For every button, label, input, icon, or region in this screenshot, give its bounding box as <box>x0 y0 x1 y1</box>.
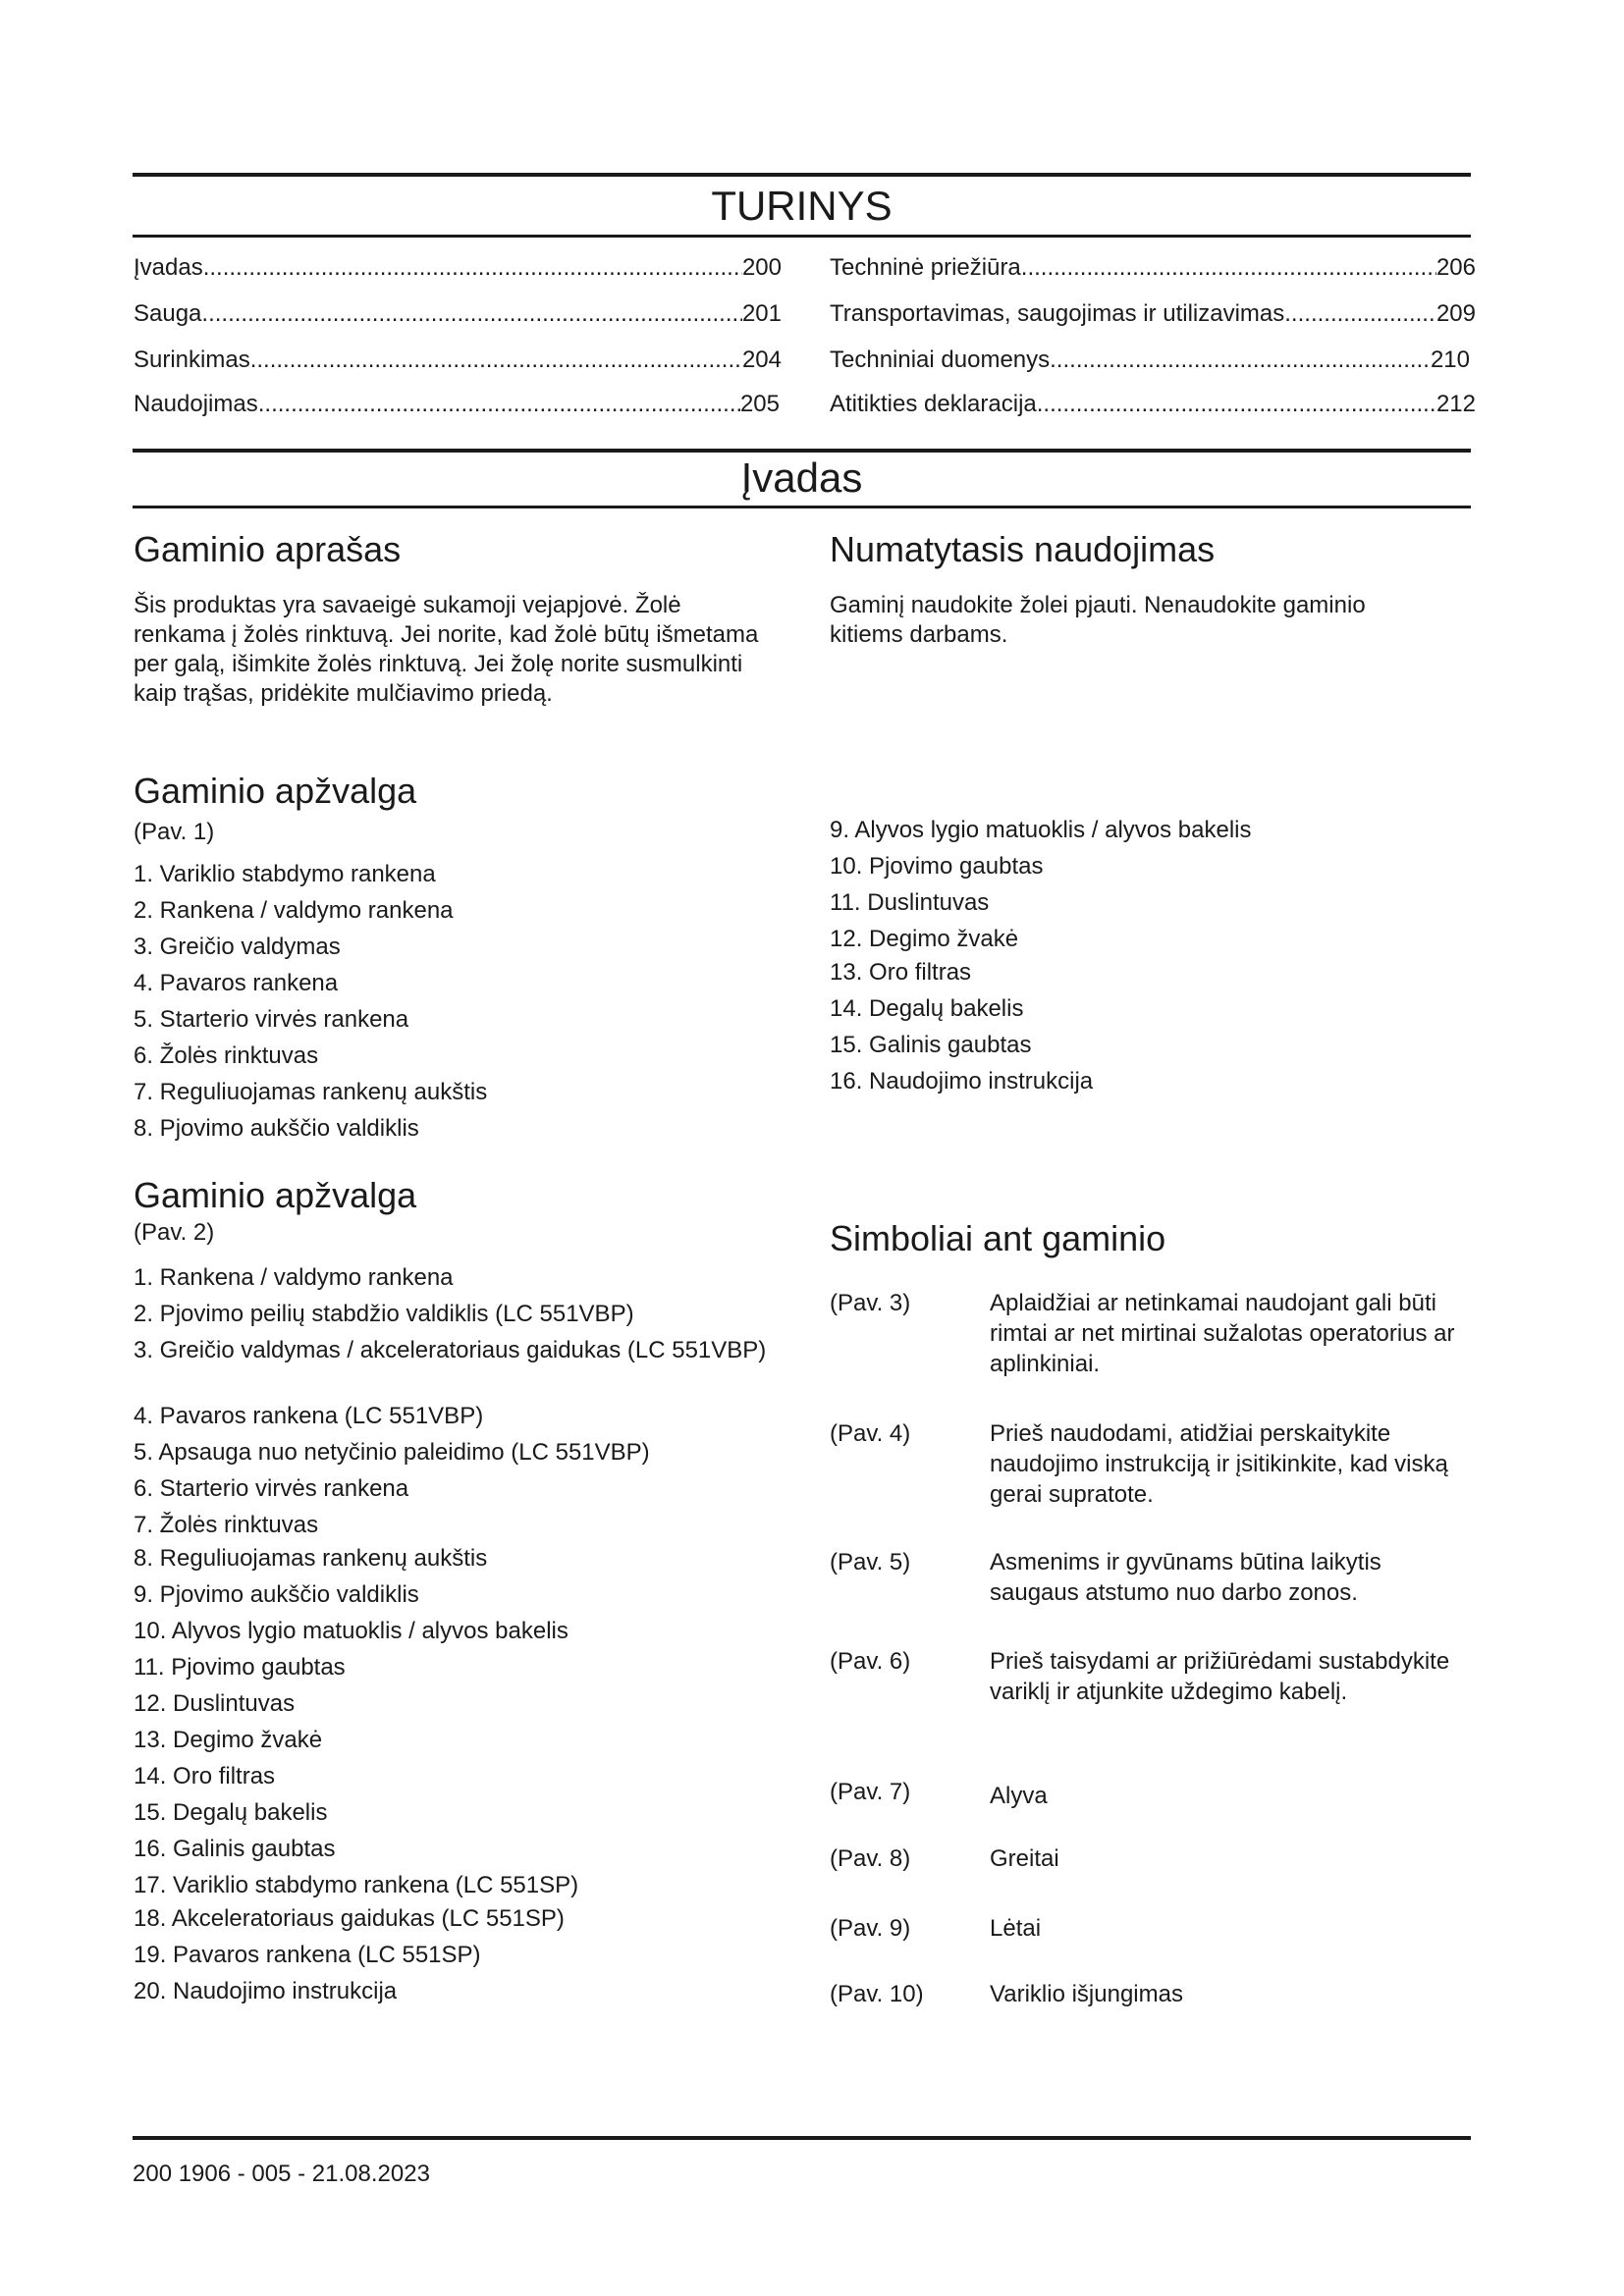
list-item: 1. Rankena / valdymo rankena <box>134 1264 454 1291</box>
toc-entry-label: Surinkimas <box>134 347 250 373</box>
footer-doc-id: 200 1906 - 005 - 21.08.2023 <box>133 2161 430 2187</box>
list-item: 6. Starterio virvės rankena <box>134 1475 409 1502</box>
toc-entry[interactable] <box>134 299 782 329</box>
footer-rule <box>133 2136 1471 2140</box>
list-item: 3. Greičio valdymas <box>134 934 341 960</box>
toc-leader <box>203 253 742 283</box>
list-item: 13. Degimo žvakė <box>134 1727 323 1753</box>
toc-leader <box>1284 299 1436 329</box>
list-item: 2. Pjovimo peilių stabdžio valdiklis (LC 551VBP) <box>134 1301 634 1327</box>
intended-use-heading: Numatytasis naudojimas <box>830 529 1216 569</box>
symbol-fig-ref: (Pav. 3) <box>830 1290 911 1316</box>
toc-entry-label: Atitikties deklaracija <box>830 391 1037 417</box>
symbol-fig-ref: (Pav. 6) <box>830 1648 911 1675</box>
list-item: 10. Pjovimo gaubtas <box>830 853 1044 880</box>
toc-leader <box>250 346 742 375</box>
symbol-fig-ref: (Pav. 9) <box>830 1915 911 1942</box>
overview1-list-left <box>134 860 487 1150</box>
symbol-description: Alyva <box>990 1783 1048 1809</box>
overview2-heading: Gaminio apžvalga <box>134 1175 417 1215</box>
toc-entry-label: Techninė priežiūra <box>830 254 1021 281</box>
toc-entry-label: Techniniai duomenys <box>830 347 1051 373</box>
list-item: 1. Variklio stabdymo rankena <box>134 861 436 887</box>
overview1-list-right <box>830 816 1252 1103</box>
symbol-fig-ref: (Pav. 7) <box>830 1779 911 1805</box>
list-item: 20. Naudojimo instrukcija <box>134 1978 398 2004</box>
symbol-description: Prieš naudodami, atidžiai perskaitykite naudojimo instrukciją ir įsitikinkite, kad viską gerai supratote. <box>990 1420 1448 1508</box>
list-item: 10. Alyvos lygio matuoklis / alyvos bakelis <box>134 1618 568 1644</box>
list-item: 19. Pavaros rankena (LC 551SP) <box>134 1942 481 1968</box>
section-title-rule <box>133 506 1471 508</box>
list-item: 8. Reguliuojamas rankenų aukštis <box>134 1545 488 1572</box>
toc-entry-page: 204 <box>741 347 782 373</box>
list-item: 11. Duslintuvas <box>830 889 990 916</box>
toc-entry-label: Įvadas <box>134 254 203 281</box>
list-item: 7. Reguliuojamas rankenų aukštis <box>134 1079 488 1105</box>
symbol-description: Variklio išjungimas <box>990 1981 1183 2007</box>
list-item: 6. Žolės rinktuvas <box>134 1042 319 1069</box>
toc-entry[interactable] <box>830 299 1476 329</box>
list-item: 8. Pjovimo aukščio valdiklis <box>134 1115 419 1142</box>
list-item: 15. Galinis gaubtas <box>830 1032 1032 1058</box>
symbol-description: Prieš taisydami ar prižiūrėdami sustabdykite variklį ir atjunkite uždegimo kabelį. <box>990 1648 1450 1705</box>
section-title: Įvadas <box>740 454 863 501</box>
symbol-fig-ref: (Pav. 4) <box>830 1420 911 1447</box>
toc-entry-page: 209 <box>1435 300 1476 327</box>
overview2-fig-ref: (Pav. 2) <box>134 1219 215 1246</box>
toc-entry-page: 210 <box>1430 347 1470 373</box>
list-item: 4. Pavaros rankena <box>134 970 339 996</box>
list-item: 15. Degalų bakelis <box>134 1799 328 1826</box>
toc-leader <box>1021 253 1436 283</box>
toc-entry-label: Transportavimas, saugojimas ir utilizavimas <box>830 300 1285 327</box>
list-item: 18. Akceleratoriaus gaidukas (LC 551SP) <box>134 1905 565 1932</box>
list-item: 5. Starterio virvės rankena <box>134 1006 409 1033</box>
toc-leader <box>201 299 742 329</box>
list-item: 13. Oro filtras <box>830 959 972 986</box>
toc-entry[interactable] <box>134 253 782 283</box>
list-item: 17. Variklio stabdymo rankena (LC 551SP) <box>134 1872 579 1898</box>
overview2-list <box>134 1263 767 2013</box>
overview1-fig-ref: (Pav. 1) <box>134 819 215 845</box>
toc-leader <box>258 390 740 419</box>
symbol-description: Lėtai <box>990 1915 1042 1942</box>
list-item: 9. Pjovimo aukščio valdiklis <box>134 1581 419 1608</box>
toc-entry[interactable] <box>134 346 782 375</box>
symbols-heading: Simboliai ant gaminio <box>830 1218 1166 1258</box>
toc-leader <box>1037 390 1436 419</box>
list-item: 9. Alyvos lygio matuoklis / alyvos bakelis <box>830 817 1252 843</box>
list-item: 16. Naudojimo instrukcija <box>830 1068 1094 1095</box>
section-top-rule <box>133 449 1471 453</box>
toc-title: TURINYS <box>711 183 893 229</box>
toc-title-rule <box>133 235 1471 238</box>
list-item: 11. Pjovimo gaubtas <box>134 1654 346 1681</box>
overview1-heading: Gaminio apžvalga <box>134 771 417 811</box>
symbol-description: Asmenims ir gyvūnams būtina laikytis saugaus atstumo nuo darbo zonos. <box>990 1549 1381 1606</box>
toc-entry-page: 201 <box>741 300 782 327</box>
toc-entry-page: 206 <box>1435 254 1476 281</box>
list-item: 14. Oro filtras <box>134 1763 276 1789</box>
toc-entry-label: Sauga <box>134 300 202 327</box>
toc-entry[interactable] <box>830 390 1476 419</box>
symbol-description: Aplaidžiai ar netinkamai naudojant gali būti rimtai ar net mirtinai sužalotas operatorius ar aplinkiniai. <box>990 1290 1455 1377</box>
toc-entry[interactable] <box>830 346 1470 375</box>
description-heading: Gaminio aprašas <box>134 529 402 569</box>
toc-entry-page: 212 <box>1435 391 1476 417</box>
list-item: 14. Degalų bakelis <box>830 995 1024 1022</box>
list-item: 4. Pavaros rankena (LC 551VBP) <box>134 1403 484 1429</box>
toc-leader <box>1050 346 1431 375</box>
list-item: 2. Rankena / valdymo rankena <box>134 897 454 924</box>
list-item: 3. Greičio valdymas / akceleratoriaus gaidukas (LC 551VBP) <box>134 1337 767 1363</box>
list-item: 5. Apsauga nuo netyčinio paleidimo (LC 551VBP) <box>134 1439 650 1466</box>
list-item: 12. Duslintuvas <box>134 1690 296 1717</box>
list-item: 12. Degimo žvakė <box>830 926 1019 952</box>
description-text: Šis produktas yra savaeigė sukamoji vejapjovė. Žolė renkama į žolės rinktuvą. Jei norite, kad žolė būtų išmetama per galą, išimkite žolės rinktuvą. Jei žolę norite susmulkinti kaip trąšas, pridėkite mulčiavimo priedą. <box>134 592 759 707</box>
intended-use-text: Gaminį naudokite žolei pjauti. Nenaudokite gaminio kitiems darbams. <box>830 592 1366 648</box>
symbol-fig-ref: (Pav. 5) <box>830 1549 911 1575</box>
list-item: 7. Žolės rinktuvas <box>134 1512 319 1538</box>
symbol-description: Greitai <box>990 1845 1059 1872</box>
list-item: 16. Galinis gaubtas <box>134 1836 336 1862</box>
toc-entry-label: Naudojimas <box>134 391 258 417</box>
toc-entry[interactable] <box>134 390 780 419</box>
toc-top-rule <box>133 173 1471 177</box>
symbol-fig-ref: (Pav. 10) <box>830 1981 924 2007</box>
toc-entry[interactable] <box>830 253 1476 283</box>
toc-entry-page: 200 <box>741 254 782 281</box>
symbol-fig-ref: (Pav. 8) <box>830 1845 911 1872</box>
toc-entry-page: 205 <box>739 391 780 417</box>
